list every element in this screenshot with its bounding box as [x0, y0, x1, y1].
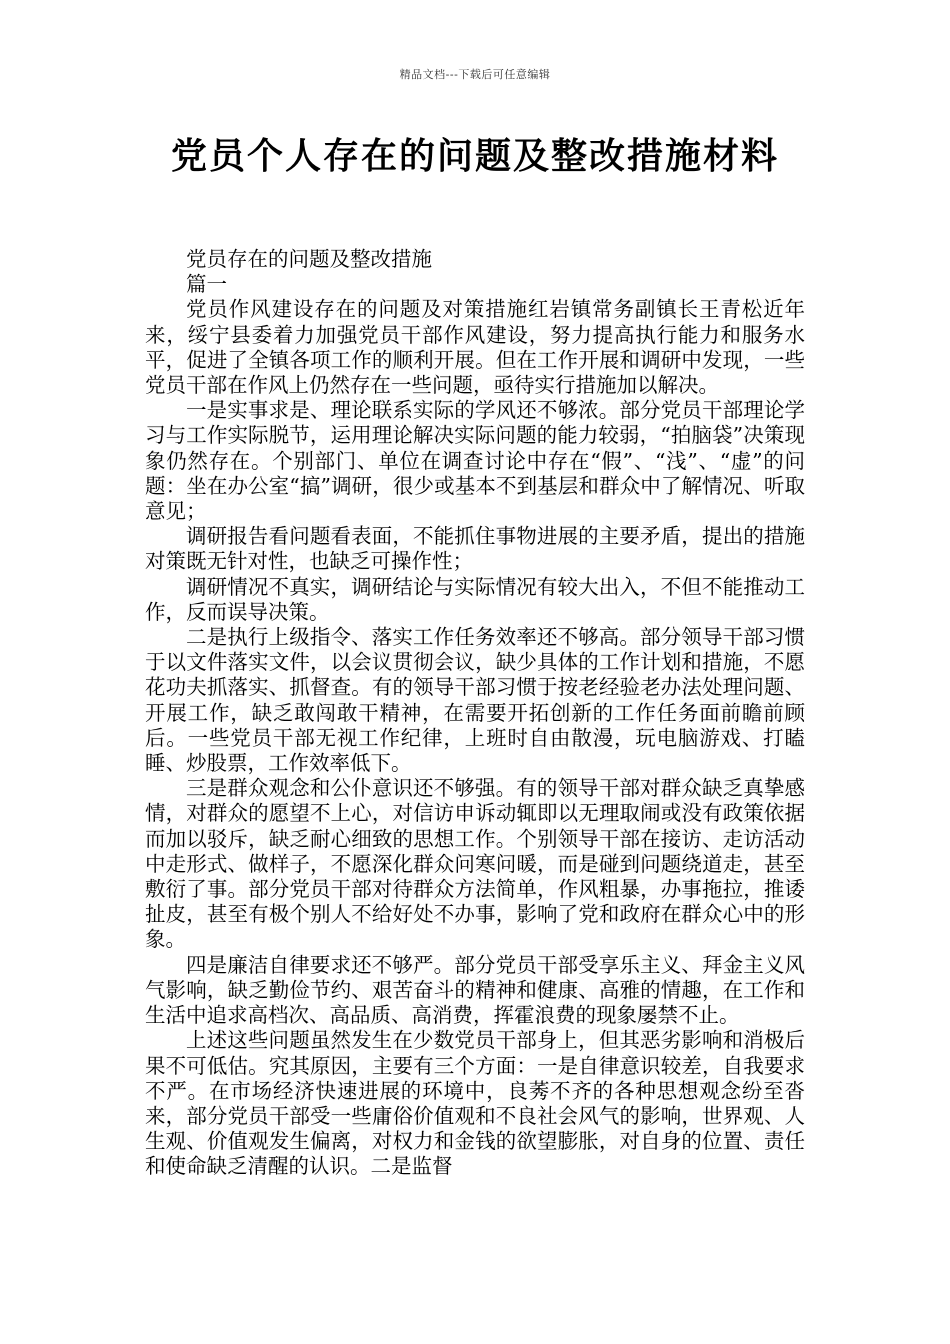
body-paragraph: 党员作风建设存在的问题及对策措施红岩镇常务副镇长王青松近年来，绥宁县委着力加强党员干部作风建设，努力提高执行能力和服务水平，促进了全镇各项工作的顺利开展。但在工作开展和调研中发现，一些党员干部在作风上仍然存在一些问题，亟待实行措施加以解决。 [145, 297, 805, 398]
section-label: 篇一 [186, 272, 227, 297]
document-subtitle: 党员存在的问题及整改措施 [186, 247, 432, 271]
page-header-note: 精品文档---下载后可任意编辑 [399, 68, 551, 81]
body-paragraph: 上述这些问题虽然发生在少数党员干部身上，但其恶劣影响和消极后果不可低估。究其原因，主要有三个方面：一是自律意识较差，自我要求不严。在市场经济快速进展的环境中，良莠不齐的各种思想观念纷至沓来，部分党员干部受一些庸俗价值观和不良社会风气的影响，世界观、人生观、价值观发生偏离，对权力和金钱的欲望膨胀，对自身的位置、责任和使命缺乏清醒的认识。二是监督 [145, 1028, 805, 1179]
body-paragraph: 三是群众观念和公仆意识还不够强。有的领导干部对群众缺乏真挚感情，对群众的愿望不上心，对信访申诉动辄即以无理取闹或没有政策依据而加以驳斥，缺乏耐心细致的思想工作。个别领导干部在接访、走访活动中走形式、做样子，不愿深化群众问寒问暖，而是碰到问题绕道走，甚至敷衍了事。部分党员干部对待群众方法简单，作风粗暴，办事拖拉，推诿扯皮，甚至有极个别人不给好处不办事，影响了党和政府在群众心中的形象。 [145, 776, 805, 952]
document-body [145, 247, 805, 1180]
body-paragraph: 二是执行上级指令、落实工作任务效率还不够高。部分领导干部习惯于以文件落实文件，以会议贯彻会议，缺少具体的工作计划和措施，不愿花功夫抓落实、抓督查。有的领导干部习惯于按老经验老办法处理问题、开展工作，缺乏敢闯敢干精神，在需要开拓创新的工作任务面前瞻前顾后。一些党员干部无视工作纪律，上班时自由散漫，玩电脑游戏、打瞌睡、炒股票，工作效率低下。 [145, 625, 805, 776]
document-title: 党员个人存在的问题及整改措施材料 [170, 136, 779, 177]
body-paragraph: 四是廉洁自律要求还不够严。部分党员干部受享乐主义、拜金主义风气影响，缺乏勤俭节约、艰苦奋斗的精神和健康、高雅的情趣，在工作和生活中追求高档次、高品质、高消费，挥霍浪费的现象屡禁不止。 [145, 952, 805, 1028]
body-paragraph: 一是实事求是、理论联系实际的学风还不够浓。部分党员干部理论学习与工作实际脱节，运用理论解决实际问题的能力较弱，“拍脑袋”决策现象仍然存在。个别部门、单位在调查讨论中存在“假”、“浅”、“虚”的问题：坐在办公室“搞”调研，很少或基本不到基层和群众中了解情况、听取意见； [145, 398, 805, 524]
body-paragraph: 调研报告看问题看表面，不能抓住事物进展的主要矛盾，提出的措施对策既无针对性，也缺乏可操作性； [145, 524, 805, 574]
body-paragraph: 调研情况不真实，调研结论与实际情况有较大出入，不但不能推动工作，反而误导决策。 [145, 574, 805, 624]
